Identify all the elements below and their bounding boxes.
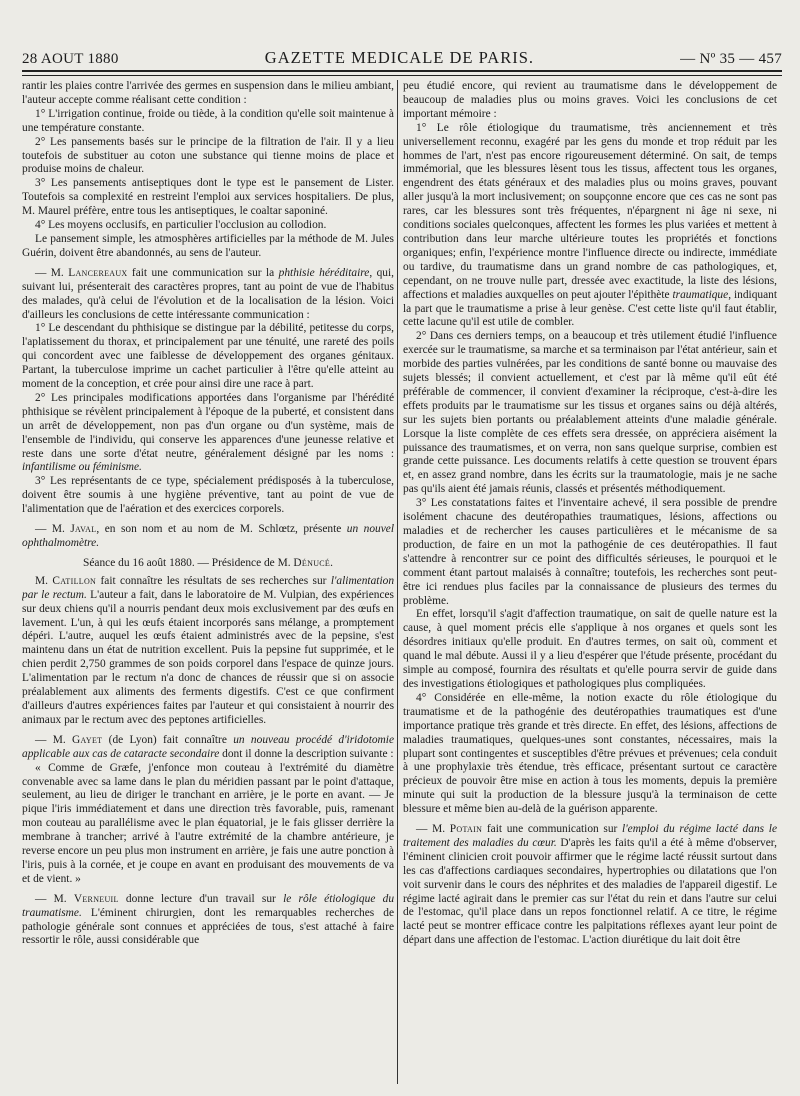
journal-title: GAZETTE MEDICALE DE PARIS.: [264, 48, 534, 67]
paragraph-catillon: M. Catillon fait connaître les résultats de ses recherches sur l'alimentation par le rectum. L'auteur a fait, dans le laboratoire de M. Vulpian, des expériences sur deux chiens qu'il a nourris pendant deux mois exclusivement par des œufs en lavement. L'un, à qui les œufs étaient incorporés sans mélange, a promptement dépéri. L'autre, auquel les œufs étaient administrés avec de la pepsine, s'est maintenu dans un état de nutrition excellent. Puis la pepsine fut supprimée, et le chien perdit 2,750 grammes de son poids corporel dans l'espace de quinze jours. L'alimentation par le rectum n'a donc de chances de réussir que si on associe préalablement aux aliments des ferments digestifs. C'est ce que confirment d'ailleurs d'autres expériences faites par l'auteur et qui consistaient à nourrir des animaux par le rectum avec des peptones artificielles.: [22, 574, 394, 726]
president-name: Dénucé: [293, 556, 331, 569]
paragraph-potain: — M. Potain fait une communication sur l'emploi du régime lacté dans le traitement des maladies du cœur. D'après les faits qu'il a été à même d'observer, l'éminent clinicien croit pouvoir affirmer que le régime lacté réussit surtout dans les cas d'affections cardiaques secondaires, hypertrophies ou dilatations que l'on voit survenir dans le cours des néphrites et des maladies de l'appareil digestif. Le régime lacté agirait dans le premier cas sur l'état du rein et dans l'autre sur celui de l'estomac, qu'il place dans un repos fonctionnel relatif. A ce titre, le régime lacté peut se montrer efficace contre les palpitations réflexes ayant leur point de départ dans une affection de l'estomac. L'action diurétique du lait doit être: [403, 823, 777, 947]
paragraph: peu étudié encore, qui revient au traumatisme dans le développement de beaucoup de maladies plus ou moins graves. Voici les conclusions de cet important mémoire :: [403, 80, 777, 120]
author-name: Verneuil: [73, 892, 119, 905]
paragraph: 2° Les pansements basés sur le principe de la filtration de l'air. Il y a lieu toutefois de substituer au coton une substance qui tienne moins de place et produise moins de chaleur.: [22, 135, 394, 176]
topic-title: l'emploi du régime lacté dans le traitement des maladies du cœur.: [403, 823, 777, 849]
paragraph: 4° Les moyens occlusifs, en particulier l'occlusion au collodion.: [35, 219, 327, 232]
session-heading: Séance du 16 août 1880. — Présidence de M. Dénucé.: [83, 556, 333, 569]
author-name: Catillon: [52, 574, 97, 587]
page-header: [22, 46, 782, 68]
author-name: Potain: [449, 823, 483, 836]
topic-title: un nouveau procédé d'iridotomie applicable aux cas de cataracte secondaire: [22, 733, 394, 760]
paragraph-gayet: — M. Gayet (de Lyon) fait connaître un nouveau procédé d'iridotomie applicable aux cas de cataracte secondaire dont il donne la description suivante :: [22, 733, 394, 760]
page-number: — Nº 35 — 457: [680, 51, 782, 67]
author-name: Javal: [70, 523, 97, 536]
paragraph: En effet, lorsqu'il s'agit d'affection traumatique, on sait de quelle nature est la cause, à quel moment précis elle s'applique à nos organes et quels sont les désordres initiaux qu'elle produit. En d'autres termes, on sait où, comment et quand le mal débute. Aussi il y a lieu d'espérer que l'étude présente, procédant du simple au composé, fournira des résultats et qu'elle pourra servir de guide dans des investigations étiologiques et pathologiques plus compliquées.: [403, 608, 777, 690]
topic-title: phthisie héréditaire: [278, 266, 370, 279]
paragraph-verneuil: — M. Verneuil donne lecture d'un travail sur le rôle étiologique du traumatisme. L'éminent chirurgien, dont les remarquables recherches de pathologie générale sont connues et appréciées de tous, s'est attaché à faire ressortir le rôle, aussi considérable que: [22, 892, 394, 947]
topic-title: le rôle étiologique du traumatisme.: [22, 892, 394, 919]
paragraph: 1° Le descendant du phthisique se distingue par la débilité, petitesse du corps, l'aplatissement du thorax, et principalement par une ténuité, une rareté des poils qui concordent avec une faiblesse de développement des organes génitaux. Partant, la tuberculose imprime un cachet particulier à l'être qu'elle atteint au moment de la conception, et crée pour ainsi dire une race à part.: [22, 322, 394, 391]
paragraph: Le pansement simple, les atmosphères artificielles par la méthode de M. Jules Guérin, doivent être abandonnés, au sens de l'auteur.: [22, 232, 394, 259]
topic-title: un nouvel ophthalmomètre.: [22, 523, 394, 549]
left-column: [22, 80, 394, 1084]
author-name: Gayet: [72, 733, 103, 746]
paragraph: 1° L'irrigation continue, froide ou tiède, à la condition qu'elle soit maintenue à une température constante.: [22, 107, 394, 134]
paragraph: 3° Les pansements antiseptiques dont le type est le pansement de Lister. Toutefois sa complexité en restreint l'emploi aux services hospitaliers. De plus, M. Maurel préfère, entre tous les antiseptiques, le coaltar saponiné.: [22, 177, 394, 218]
topic-title: l'alimentation par le rectum.: [22, 574, 394, 601]
header-rule-thin: [22, 75, 782, 76]
author-name: Lancereaux: [68, 266, 128, 279]
paragraph: 2° Les principales modifications apportées dans l'organisme par l'hérédité phthisique se révèlent principalement à l'époque de la puberté, et consistent dans un arrêt de développement, non pas d'un organe ou d'un système, mais de l'ensemble de l'individu, qui conserve les apparences d'une jeunesse relative et reste dans une sorte d'état neutre, généralement désigné par les noms : infantilisme ou féminisme.: [22, 391, 394, 474]
paragraph-lancereaux: — M. Lancereaux fait une communication sur la phthisie héréditaire, qui, suivant lui, présenterait des caractères propres, tant au point de vue de l'habitus des malades, qu'à celui de l'évolution et de la localisation de la lésion. Voici d'ailleurs les conclusions de cette intéressante communication :: [22, 266, 394, 321]
issue-date: 28 AOUT 1880: [22, 51, 119, 67]
column-divider: [397, 80, 398, 1084]
paragraph: 3° Les constatations faites et l'inventaire achevé, il sera possible de prendre isolément chacune des deutéropathies traumatiques, lésions, affections ou maladies et de rechercher les causes particulières et le mécanisme de sa production, de faire en un mot la pathogénie de ces deutéropathies. Il faut s'attendre à rencontrer sur ce point des difficultés sérieuses, le pourquoi et le comment étant partout malaisés à connaître; toutefois, les recherches sont peut-être ici rendues plus faciles par la connaissance de plusieurs des termes du problème.: [403, 497, 777, 607]
paragraph: rantir les plaies contre l'arrivée des germes en suspension dans le milieu ambiant, l'auteur accepte comme réalisant cette condition :: [22, 80, 394, 106]
quotation: « Comme de Græfe, j'enfonce mon couteau à l'extrémité du diamètre convenable avec sa lame dans le plan du méridien passant par le point d'attaque, seulement, au lieu de diriger le tranchant en arrière, je le porte en avant. — Je pique l'iris immédiatement et dans une direction très favorable, puis, ramenant mon couteau au parallélisme avec le plan équatorial, je le fais glisser derrière la membrane à trancher; arrivé à l'autre extrémité de la chambre antérieure, je reverse encore un peu plus mon instrument en arrière, je fais une autre ponction à l'iris, puis à la cornée, et je coupe en avant en produisant des mouvements de va et de vient. »: [22, 761, 394, 885]
header-rule-thick: [22, 70, 782, 72]
paragraph: 1° Le rôle étiologique du traumatisme, très anciennement et très universellement reconnu, exagéré par les gens du monde et trop réduit par les hommes de l'art, n'est pas encore rigoureusement déterminé. On sait, de temps immémorial, que les blessures lèsent tous les tissus, affectent tous les organes, engendrent des états généraux et des maladies plus ou moins graves, pouvant aller jusqu'à la mort inclusivement; on soupçonne encore que ces cas ne sont pas rares, car les blessures sont très fréquentes, n'épargnent ni âge ni sexe, ni conditions sociales quelconques, affectent les formes les plus variées et mettent à contribution dans leur marche ultérieure toutes les propriétés et fonctions organiques; enfin, l'expérience montre l'influence directe ou indirecte, immédiate ou tardive, du traumatisme dans un grand nombre de cas pathologiques, et, cependant, on ne trouve nulle part, dressée avec exactitude, la liste des lésions, affections et maladies auxquelles on peut ajouter l'épithète traumatique, indiquant la part que le traumatisme a prise à leur genèse. C'est cette liste qu'il faut établir, cette lacune qu'il est utile de combler.: [403, 121, 777, 329]
paragraph-javal: — M. Javal, en son nom et au nom de M. Schlœtz, présente un nouvel ophthalmomètre.: [22, 523, 394, 549]
paragraph: 3° Les représentants de ce type, spécialement prédisposés à la tuberculose, doivent être soumis à une hygiène préventive, tant au point de vue de l'alimentation que de l'aération et des exercices corporels.: [22, 475, 394, 516]
right-column: [403, 80, 777, 1084]
paragraph: 4° Considérée en elle-même, la notion exacte du rôle étiologique du traumatisme et de la pathogénie des deutéropathies traumatiques est d'une importance pratique très grande et très directe. En effet, des lésions, affections de maladies traumatiques, quelques-unes sont constantes, nécessaires, mais la plupart sont contingentes et susceptibles d'être prévues et prévenues; cela conduit à une prophylaxie très étendue, très efficace, présentant surtout ce caractère précieux de pouvoir être mise en action à tous les moments, depuis la première minute qui suit la production de la blessure jusqu'à la terminaison de cette blessure et même bien au-delà de la guérison apparente.: [403, 691, 777, 816]
paragraph: 2° Dans ces derniers temps, on a beaucoup et très utilement étudié l'influence exercée sur le traumatisme, sa marche et sa terminaison par l'état antérieur, sain et morbide des parties vulnérées, par les conditions de santé bonne ou mauvaise des sujets blessés; il convient actuellement, et c'est par là même qu'il eût été préférable de commencer, il convient d'examiner la réciproque, c'est-à-dire les effets produits par le traumatisme sur les tissus et organes sains ou déjà altérés, sur les sujets bien portants ou préalablement atteints d'une maladie générale. Lorsque la liste complète de ces effets sera dressée, on appréciera aisément la puissance des traumatismes, et on verra, non sans quelque surprise, combien est grande cette puissance. Les documents relatifs à cette question se trouvent épars et, en assez grand nombre, dans les écrits sur la traumatologie, mais je ne sache pas qu'ils aient été jamais réunis, classés et présentés méthodiquement.: [403, 330, 777, 496]
